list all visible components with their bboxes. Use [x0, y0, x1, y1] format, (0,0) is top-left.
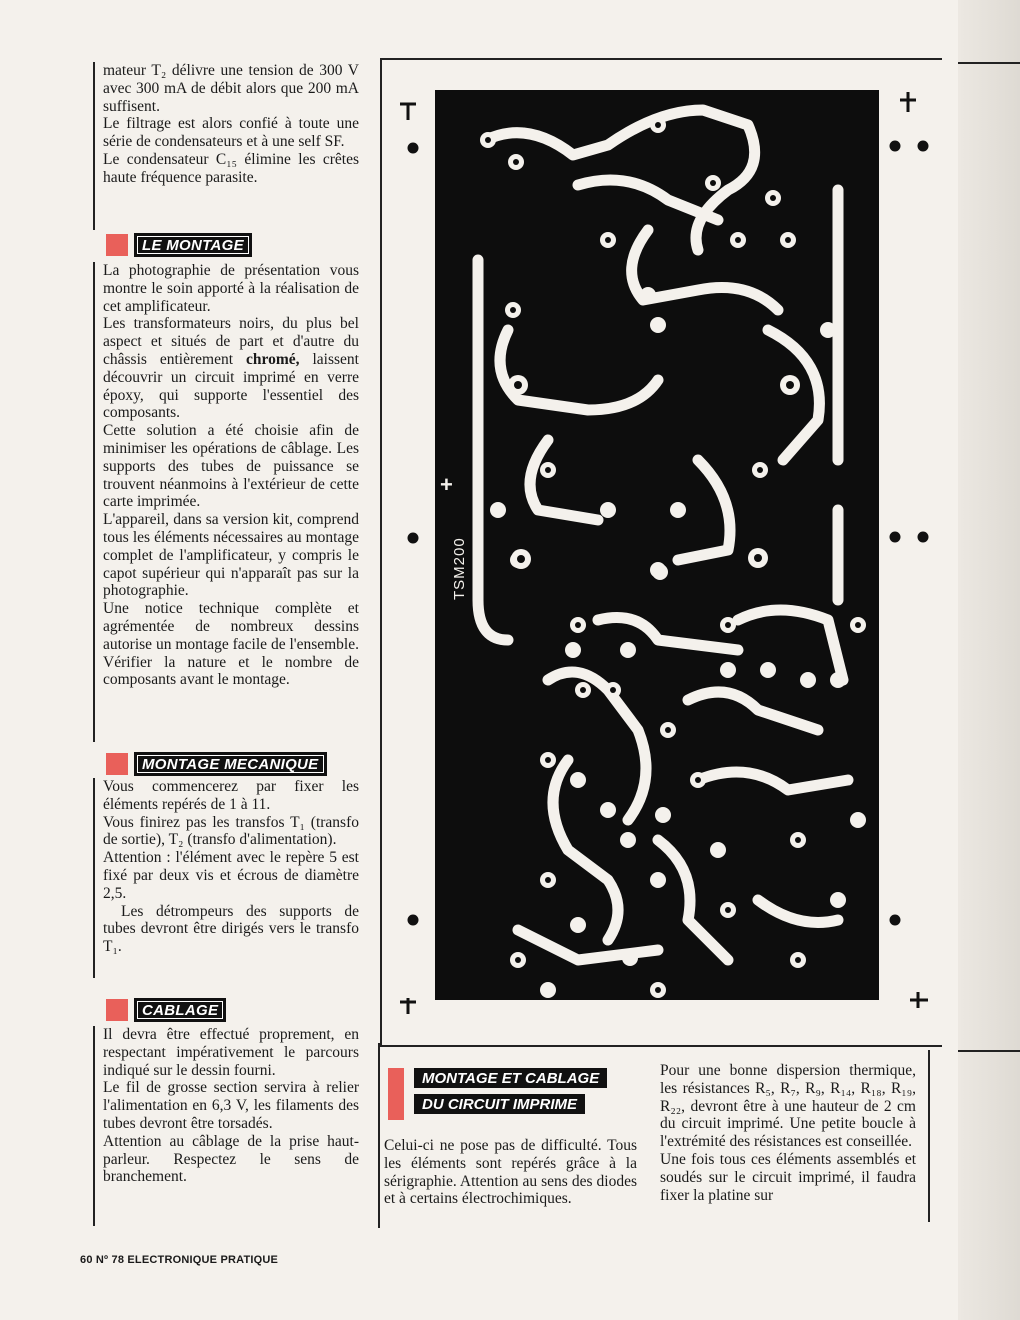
- paragraph: Le fil de grosse section servira à relier l'alimentation en 6,3 V, les filaments des tubes devront être torsadés.: [103, 1079, 359, 1132]
- heading-label: MONTAGE MECANIQUE: [134, 752, 327, 776]
- next-page-edge: [958, 0, 1020, 1320]
- column-rule: [928, 1050, 930, 1222]
- column-rule: [93, 62, 95, 230]
- dispersion-text: [660, 1062, 916, 1204]
- column-rule: [378, 1043, 380, 1228]
- heading-label-line1: MONTAGE ET CABLAGE: [414, 1068, 607, 1088]
- bold-word: chromé,: [246, 350, 300, 368]
- paragraph: Il devra être effectué proprement, en respectant impérativement le parcours indiqué sur le dessin fourni.: [103, 1026, 359, 1079]
- heading-marker: [106, 234, 128, 256]
- paragraph: Celui-ci ne pose pas de difficulté. Tous les éléments sont repérés grâce à la sérigraphie. Attention au sens des diodes et à certains électrochimiques.: [384, 1137, 637, 1208]
- section-heading-montage: [106, 233, 252, 257]
- montage-text: [103, 262, 359, 689]
- paragraph: Une fois tous ces éléments assemblés et soudés sur le circuit imprimé, il faudra fixer la platine sur: [660, 1150, 916, 1204]
- printed-circuit-board-layout: [398, 80, 938, 1025]
- intro-line: Le filtrage est alors confié à toute une série de condensateurs et à une self SF.: [103, 115, 359, 151]
- intro-line: Le condensateur C₁₅ élimine les crêtes haute fréquence parasite.: [103, 150, 359, 186]
- column-rule: [93, 262, 95, 742]
- divider: [958, 62, 1020, 64]
- paragraph-part: Les transformateurs noirs, du plus bel aspect et situés de part et d'autre du châssis entièrement: [103, 315, 359, 368]
- page-footer: 60 Nº 78 ELECTRONIQUE PRATIQUE: [80, 1254, 279, 1266]
- paragraph: [103, 315, 359, 422]
- intro-text: [103, 62, 359, 187]
- heading-marker: [388, 1068, 404, 1120]
- paragraph: L'appareil, dans sa version kit, comprend tous les éléments nécessaires au montage complet de l'amplificateur, y compris le capot supérieur qui n'apparaît pas sur la photographie.: [103, 511, 359, 600]
- heading-marker: [106, 999, 128, 1021]
- divider: [958, 1050, 1020, 1052]
- heading-label: CABLAGE: [134, 998, 226, 1022]
- heading-label: LE MONTAGE: [134, 233, 252, 257]
- paragraph: La photographie de présentation vous montre le soin apporté à la réalisation de cet amplificateur.: [103, 262, 359, 315]
- column-rule: [93, 1026, 95, 1226]
- heading-marker: [106, 753, 128, 775]
- pcb-plus-sign: +: [440, 472, 453, 497]
- pcb-board-label: TSM200: [451, 537, 468, 600]
- paragraph: Vous finirez pas les transfos T₁ (transfo de sortie), T₂ (transfo d'alimentation).: [103, 813, 359, 849]
- circuit-text: [384, 1137, 637, 1208]
- cablage-text: [103, 1026, 359, 1186]
- section-heading-cablage: [106, 998, 226, 1022]
- paragraph: Une notice technique complète et agrémentée de nombreux dessins autorise un montage facile de l'ensemble. Vérifier la nature et le nombre de composants avant le montage.: [103, 600, 359, 689]
- paragraph-part: laissent découvrir un circuit imprimé en verre époxy, qui supporte l'essentiel des composants.: [103, 350, 359, 422]
- heading-label-line2: DU CIRCUIT IMPRIME: [414, 1094, 585, 1114]
- paragraph: Cette solution a été choisie afin de minimiser les opérations de câblage. Les supports des tubes de puissance se trouvent néanmoins à l'extérieur de cette carte imprimée.: [103, 422, 359, 511]
- board-copper: [435, 90, 879, 1000]
- section-heading-circuit: [388, 1068, 628, 1128]
- paragraph: Attention au câblage de la prise haut-parleur. Respectez le sens de branchement.: [103, 1132, 359, 1186]
- mecanique-text: [103, 778, 359, 956]
- intro-line: mateur T₂ délivre une tension de 300 V avec 300 mA de débit alors que 200 mA suffisent.: [103, 62, 359, 115]
- section-heading-mecanique: [106, 752, 327, 776]
- paragraph: Vous commencerez par fixer les éléments repérés de 1 à 11.: [103, 778, 359, 813]
- paragraph: Les détrompeurs des supports de tubes devront être dirigés vers le transfo T₁.: [103, 902, 359, 956]
- paragraph: Attention : l'élément avec le repère 5 est fixé par deux vis et écrous de diamètre 2,5.: [103, 849, 359, 902]
- paragraph: Pour une bonne dispersion thermique, les résistances R₅, R₇, R₉, R₁₄, R₁₈, R₁₉, R₂₂, devront être à une hauteur de 2 cm du circuit imprimé. Une petite boucle à l'extrémité des résistances est conseillée.: [660, 1062, 916, 1151]
- column-rule: [93, 778, 95, 978]
